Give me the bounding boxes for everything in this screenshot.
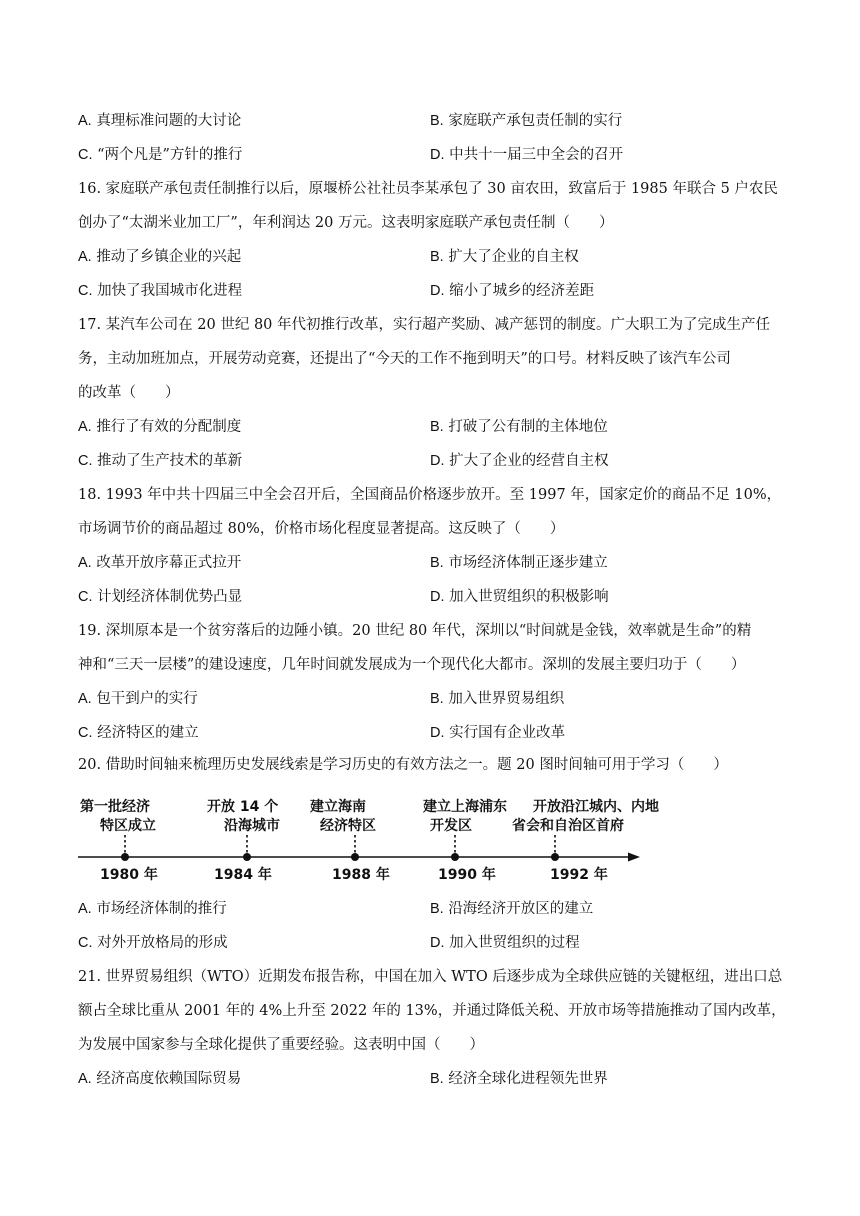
- q18-stem-line-1: 18. 1993 年中共十四届三中全会召开后，全国商品价格逐步放开。至 1997 年，国家定价的商品不足 10%，: [78, 487, 782, 503]
- timeline-year-label: 1990 年: [438, 867, 496, 883]
- q16-option-d: D. 缩小了城乡的经济差距: [430, 283, 595, 299]
- q21-stem-line-2: 额占全球比重从 2001 年的 4%上升至 2022 年的 13%，并通过降低关税、开放市场等措施推动了国内改革，: [78, 1003, 786, 1019]
- q18-option-b: B. 市场经济体制正逐步建立: [430, 555, 608, 571]
- q15-option-d: D. 中共十一届三中全会的召开: [430, 147, 624, 163]
- timeline-event-label-line1: 开放沿江城内、内地: [533, 799, 659, 815]
- q19-option-d: D. 实行国有企业改革: [430, 725, 566, 741]
- q20-option-b: B. 沿海经济开放区的建立: [430, 901, 594, 917]
- q21-option-b: B. 经济全球化进程领先世界: [430, 1071, 608, 1087]
- q18-option-d: D. 加入世贸组织的积极影响: [430, 589, 609, 605]
- timeline-event-label-line1: 第一批经济: [80, 799, 150, 815]
- q21-stem-line-1: 21. 世界贸易组织（WTO）近期发布报告称，中国在加入 WTO 后逐步成为全球供应链的关键枢纽，进出口总: [78, 969, 783, 985]
- timeline-event-dot: [243, 853, 251, 861]
- timeline-event-dot: [551, 853, 559, 861]
- q19-stem-line-1: 19. 深圳原本是一个贫穷落后的边陲小镇。20 世纪 80 年代，深圳以“时间就是金钱，效率就是生命”的精: [78, 623, 752, 639]
- q17-stem-line-1: 17. 某汽车公司在 20 世纪 80 年代初推行改革，实行超产奖励、减产惩罚的制度。广大职工为了完成生产任: [78, 317, 771, 333]
- timeline-event-dot: [451, 853, 459, 861]
- q19-stem-line-2: 神和“三天一层楼”的建设速度，几年时间就发展成为一个现代化大都市。深圳的发展主要归功于（ ）: [78, 657, 746, 673]
- q20-stem-line-1: 20. 借助时间轴来梳理历史发展线索是学习历史的有效方法之一。题 20 图时间轴可用于学习（ ）: [78, 757, 728, 773]
- timeline-event-label-line2: 省会和自治区首府: [512, 818, 624, 834]
- q15-option-c: C. “两个凡是”方针的推行: [78, 147, 243, 163]
- timeline-event-label-line2: 特区成立: [100, 818, 156, 834]
- q16-option-a: A. 推动了乡镇企业的兴起: [78, 249, 242, 265]
- q19-option-c: C. 经济特区的建立: [78, 725, 199, 741]
- timeline-year-label: 1988 年: [332, 867, 390, 883]
- timeline-event-label-line1: 建立上海浦东: [423, 799, 507, 815]
- q18-option-c: C. 计划经济体制优势凸显: [78, 589, 243, 605]
- q20-option-c: C. 对外开放格局的形成: [78, 935, 228, 951]
- timeline-event-label-line1: 开放 14 个: [207, 799, 279, 815]
- q21-stem-line-3: 为发展中国家参与全球化提供了重要经验。这表明中国（ ）: [78, 1037, 484, 1053]
- q16-option-b: B. 扩大了企业的自主权: [430, 249, 579, 265]
- timeline-figure: [74, 792, 659, 884]
- q18-stem-line-2: 市场调节价的商品超过 80%，价格市场化程度显著提高。这反映了（ ）: [78, 521, 565, 537]
- q17-option-b: B. 打破了公有制的主体地位: [430, 419, 608, 435]
- q16-stem-line-2: 创办了“太湖米业加工厂”，年利润达 20 万元。这表明家庭联产承包责任制（ ）: [78, 215, 614, 231]
- timeline-year-label: 1980 年: [100, 867, 158, 883]
- q17-option-a: A. 推行了有效的分配制度: [78, 419, 242, 435]
- q17-stem-line-2: 务，主动加班加点，开展劳动竞赛，还提出了“今天的工作不拖到明天”的口号。材料反映了该汽车公司: [78, 351, 731, 367]
- q15-option-b: B. 家庭联产承包责任制的实行: [430, 113, 623, 129]
- q16-option-c: C. 加快了我国城市化进程: [78, 283, 243, 299]
- q16-stem-line-1: 16. 家庭联产承包责任制推行以后，原堰桥公社社员李某承包了 30 亩农田，致富后于 1985 年联合 5 户农民: [78, 181, 778, 197]
- timeline-event-label-line1: 建立海南: [310, 799, 366, 815]
- q20-option-d: D. 加入世贸组织的过程: [430, 935, 580, 951]
- q17-option-d: D. 扩大了企业的经营自主权: [430, 453, 609, 469]
- timeline-event-dot: [351, 853, 359, 861]
- timeline-event-label-line2: 开发区: [430, 818, 472, 834]
- q18-option-a: A. 改革开放序幕正式拉开: [78, 555, 242, 571]
- q19-option-b: B. 加入世界贸易组织: [430, 691, 565, 707]
- timeline-event-label-line2: 经济特区: [320, 818, 376, 834]
- timeline-event-dot: [121, 853, 129, 861]
- q21-option-a: A. 经济高度依赖国际贸易: [78, 1071, 242, 1087]
- q20-option-a: A. 市场经济体制的推行: [78, 901, 227, 917]
- q19-option-a: A. 包干到户的实行: [78, 691, 198, 707]
- timeline-event-label-line2: 沿海城市: [224, 818, 280, 834]
- q15-option-a: A. 真理标准问题的大讨论: [78, 113, 242, 129]
- timeline-year-label: 1992 年: [550, 867, 608, 883]
- timeline-year-label: 1984 年: [214, 867, 272, 883]
- q17-option-c: C. 推动了生产技术的革新: [78, 453, 243, 469]
- q17-stem-line-3: 的改革（ ）: [78, 385, 180, 401]
- timeline-arrowhead: [628, 853, 640, 862]
